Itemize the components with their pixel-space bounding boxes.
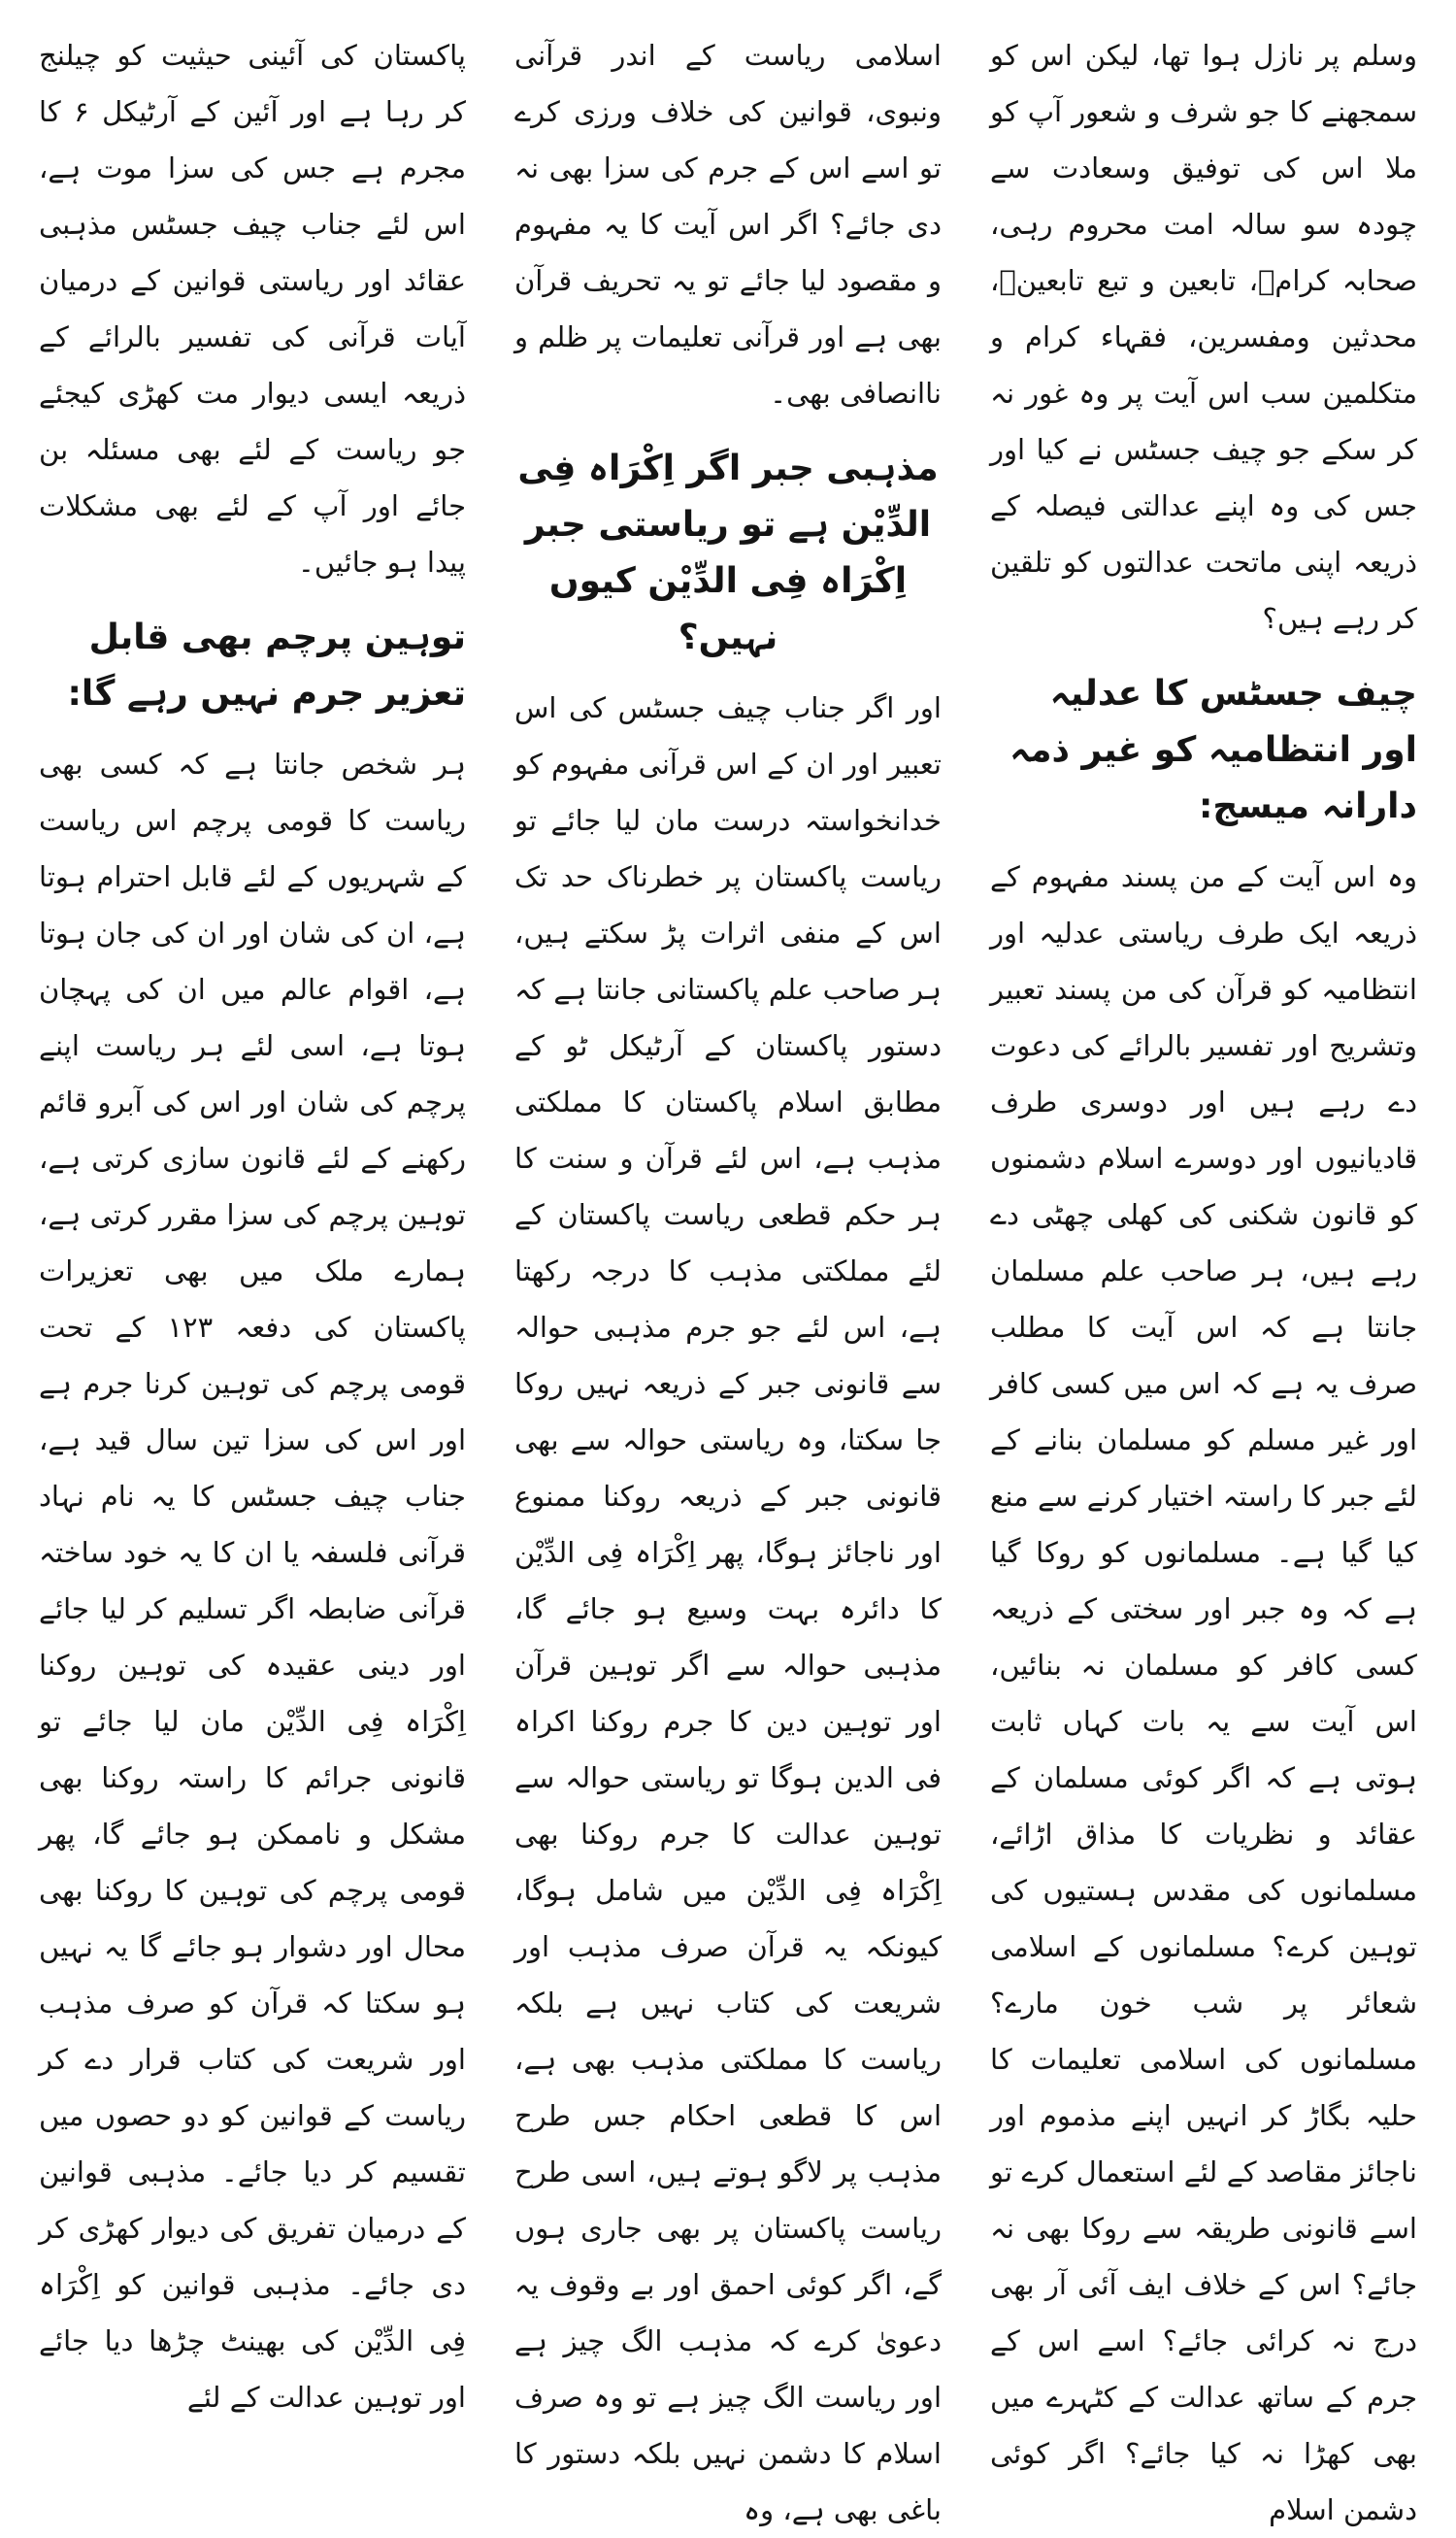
column-right-paragraph-2: وہ اس آیت کے من پسند مفہوم کے ذریعہ ایک طرف ریاستی عدلیہ اور انتظامیہ کو قرآن کی من پسند تعبیر وتشریح اور تفسیر بالرائے کی دعوت دے رہے ہیں اور دوسری طرف قادیانیوں اور دوسرے اسلام دشمنوں کو قانون شکنی کی کھلی چھٹی دے رہے ہیں، ہر صاحب علم مسلمان جانتا ہے کہ اس آیت کا مطلب صرف یہ ہے کہ اس میں کسی کافر اور غیر مسلم کو مسلمان بنانے کے لئے جبر کا راستہ اختیار کرنے سے منع کیا گیا ہے۔ مسلمانوں کو روکا گیا ہے کہ وہ جبر اور سختی کے ذریعہ کسی کافر کو مسلمان نہ بنائیں، اس آیت سے یہ بات کہاں ثابت ہوتی ہے کہ اگر کوئی مسلمان کے عقائد و نظریات کا مذاق اڑائے، مسلمانوں کی مقدس ہستیوں کی توہین کرے؟ مسلمانوں کے اسلامی شعائر پر شب خون مارے؟ مسلمانوں کی اسلامی تعلیمات کا حلیہ بگاڑ کر انہیں اپنے مذموم اور ناجائز مقاصد کے لئے استعمال کرے تو اسے قانونی طریقہ سے روکا بھی نہ جائے؟ اس کے خلاف ایف آئی آر بھی درج نہ کرائی جائے؟ اسے اس کے جرم کے ساتھ عدالت کے کٹہرے میں بھی کھڑا نہ کیا جائے؟ اگر کوئی دشمن اسلام (990, 860, 1417, 2526)
column-left-heading: توہین پرچم بھی قابل تعزیر جرم نہیں رہے گا: (67, 618, 466, 714)
column-middle-heading: مذہبی جبر اگر اِکْرَاہ فِی الدِّیْن ہے تو ریاستی جبر اِکْرَاہ فِی الدِّیْن کیوں نہیں؟ (517, 449, 939, 657)
column-middle (514, 27, 942, 2526)
column-middle-paragraph-2: اور اگر جناب چیف جسٹس کی اس تعبیر اور ان کے اس قرآنی مفہوم کو خدانخواستہ درست مان لیا جائے تو ریاست پاکستان پر خطرناک حد تک اس کے منفی اثرات پڑ سکتے ہیں، ہر صاحب علم پاکستانی جانتا ہے کہ دستور پاکستان کے آرٹیکل ٹو کے مطابق اسلام پاکستان کا مملکتی مذہب ہے، اس لئے قرآن و سنت کا ہر حکم قطعی ریاست پاکستان کے لئے مملکتی مذہب کا درجہ رکھتا ہے، اس لئے جو جرم مذہبی حوالہ سے قانونی جبر کے ذریعہ نہیں روکا جا سکتا، وہ ریاستی حوالہ سے بھی قانونی جبر کے ذریعہ روکنا ممنوع اور ناجائز ہوگا، پھر اِکْرَاہ فِی الدِّیْن کا دائرہ بہت وسیع ہو جائے گا، مذہبی حوالہ سے اگر توہین قرآن اور توہین دین کا جرم روکنا اکراہ فی الدین ہوگا تو ریاستی حوالہ سے توہین عدالت کا جرم روکنا بھی اِکْرَاہ فِی الدِّیْن میں شامل ہوگا، کیونکہ یہ قرآن صرف مذہب اور شریعت کی کتاب نہیں ہے بلکہ ریاست کا مملکتی مذہب بھی ہے، اس کا قطعی احکام جس طرح مذہب پر لاگو ہوتے ہیں، اسی طرح ریاست پاکستان پر بھی جاری ہوں گے، اگر کوئی احمق اور بے وقوف یہ دعویٰ کرے کہ مذہب الگ چیز ہے اور ریاست الگ چیز ہے تو وہ صرف اسلام کا دشمن نہیں بلکہ دستور کا باغی بھی ہے، وہ (514, 691, 942, 2526)
column-right-heading: چیف جسٹس کا عدلیہ اور انتظامیہ کو غیر ذمہ دارانہ میسج: (1009, 674, 1417, 826)
column-middle-paragraph-1: اسلامی ریاست کے اندر قرآنی ونبوی، قوانین کی خلاف ورزی کرے تو اسے اس کے جرم کی سزا بھی نہ دی جائے؟ اگر اس آیت کا یہ مفہوم و مقصود لیا جائے تو یہ تحریف قرآن بھی ہے اور قرآنی تعلیمات پر ظلم و ناانصافی بھی۔ (514, 39, 942, 410)
column-left-paragraph-2: ہر شخص جانتا ہے کہ کسی بھی ریاست کا قومی پرچم اس ریاست کے شہریوں کے لئے قابل احترام ہوتا ہے، ان کی شان اور ان کی جان ہوتا ہے، اقوام عالم میں ان کی پہچان ہوتا ہے، اسی لئے ہر ریاست اپنے پرچم کی شان اور اس کی آبرو قائم رکھنے کے لئے قانون سازی کرتی ہے، توہین پرچم کی سزا مقرر کرتی ہے، ہمارے ملک میں بھی تعزیرات پاکستان کی دفعہ ۱۲۳ کے تحت قومی پرچم کی توہین کرنا جرم ہے اور اس کی سزا تین سال قید ہے، جناب چیف جسٹس کا یہ نام نہاد قرآنی فلسفہ یا ان کا یہ خود ساختہ قرآنی ضابطہ اگر تسلیم کر لیا جائے اور دینی عقیدہ کی توہین روکنا اِکْرَاہ فِی الدِّیْن مان لیا جائے تو قانونی جرائم کا راستہ روکنا بھی مشکل و ناممکن ہو جائے گا، پھر قومی پرچم کی توہین کا روکنا بھی محال اور دشوار ہو جائے گا یہ نہیں ہو سکتا کہ قرآن کو صرف مذہب اور شریعت کی کتاب قرار دے کر ریاست کے قوانین کو دو حصوں میں تقسیم کر دیا جائے۔ مذہبی قوانین کے درمیان تفریق کی دیوار کھڑی کر دی جائے۔ مذہبی قوانین کو اِکْرَاہ فِی الدِّیْن کی بھینٹ چڑھا دیا جائے اور توہین عدالت کے لئے (39, 748, 466, 2414)
column-left-paragraph-1: پاکستان کی آئینی حیثیت کو چیلنج کر رہا ہے اور آئین کے آرٹیکل ۶ کا مجرم ہے جس کی سزا موت ہے، اس لئے جناب چیف جسٹس مذہبی عقائد اور ریاستی قوانین کے درمیان آیات قرآنی کی تفسیر بالرائے کے ذریعہ ایسی دیوار مت کھڑی کیجئے جو ریاست کے لئے بھی مسئلہ بن جائے اور آپ کے لئے بھی مشکلات پیدا ہو جائیں۔ (39, 39, 466, 579)
column-right (990, 27, 1417, 2526)
column-right-paragraph-1: وسلم پر نازل ہوا تھا، لیکن اس کو سمجھنے کا جو شرف و شعور آپ کو ملا اس کی توفیق وسعادت سے چودہ سو سالہ امت محروم رہی، صحابہ کرامؓ، تابعین و تبع تابعینؒ، محدثین ومفسرین، فقہاء کرام و متکلمین سب اس آیت پر وہ غور نہ کر سکے جو چیف جسٹس نے کیا اور جس کی وہ اپنے عدالتی فیصلہ کے ذریعہ اپنی ماتحت عدالتوں کو تلقین کر رہے ہیں؟ (990, 39, 1417, 635)
column-left (39, 27, 466, 2414)
